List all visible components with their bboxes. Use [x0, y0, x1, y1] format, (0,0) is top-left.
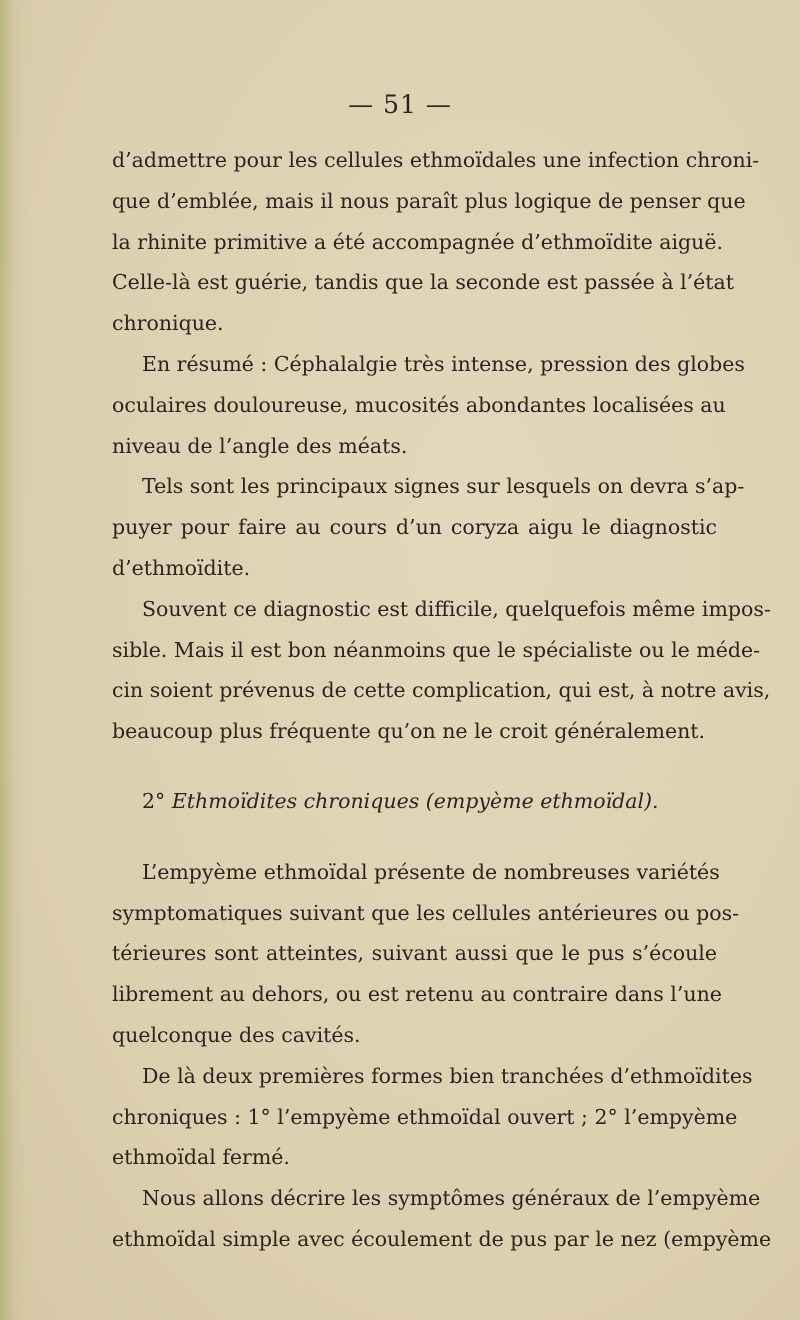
text-line: ethmoïdal simple avec écoulement de pus par le nez (empyème — [112, 1226, 772, 1251]
section-heading — [112, 781, 717, 822]
paragraph — [112, 589, 771, 752]
text-line: quelconque des cavités. — [112, 1022, 361, 1047]
body-text — [112, 140, 772, 1260]
text-line: librement au dehors, ou est retenu au contraire dans l’une — [112, 982, 722, 1007]
paragraph — [112, 344, 745, 466]
text-line: chronique. — [112, 311, 224, 336]
paragraph — [112, 852, 740, 1056]
text-line: ethmoïdal fermé. — [112, 1145, 290, 1170]
text-line: En résumé : Céphalalgie très intense, pression des globes — [142, 351, 745, 376]
section-number: 2° — [142, 788, 166, 813]
text-line: la rhinite primitive a été accompagnée d’ethmoïdite aiguë. — [112, 229, 724, 254]
text-line: Souvent ce diagnostic est difficile, quelquefois même impos- — [142, 596, 771, 621]
paragraph — [112, 140, 760, 344]
text-line: Celle-là est guérie, tandis que la seconde est passée à l’état — [112, 270, 734, 295]
text-line: niveau de l’angle des méats. — [112, 433, 408, 458]
page-number: — 51 — — [348, 90, 452, 119]
text-line: oculaires douloureuse, mucosités abondantes localisées au — [112, 392, 726, 417]
text-line: d’ethmoïdite. — [112, 555, 251, 580]
text-line: Tels sont les principaux signes sur lesquels on devra s’ap- — [142, 474, 745, 499]
text-line: que d’emblée, mais il nous paraît plus logique de penser que — [112, 188, 746, 213]
text-line: chroniques : 1° l’empyème ethmoïdal ouvert ; 2° l’empyème — [112, 1104, 738, 1129]
text-line: symptomatiques suivant que les cellules antérieures ou pos- — [112, 900, 740, 925]
paragraph — [112, 466, 745, 588]
text-line: puyer pour faire au cours d’un coryza aigu le diagnostic — [112, 515, 717, 540]
paragraph — [112, 1056, 753, 1178]
text-line: Nous allons décrire les symptômes généraux de l’empyème — [142, 1186, 761, 1211]
section-title: Ethmoïdites chroniques (empyème ethmoïdal). — [171, 788, 659, 813]
text-line: beaucoup plus fréquente qu’on ne le croit généralement. — [112, 719, 706, 744]
text-line: De là deux premières formes bien tranchées d’ethmoïdites — [142, 1063, 753, 1088]
text-line: cin soient prévenus de cette complication, qui est, à notre avis, — [112, 678, 771, 703]
text-line: d’admettre pour les cellules ethmoïdales une infection chroni- — [112, 148, 760, 172]
text-line: térieures sont atteintes, suivant aussi que le pus s’écoule — [112, 941, 717, 966]
text-line: L’empyème ethmoïdal présente de nombreuses variétés — [142, 859, 720, 884]
text-line: sible. Mais il est bon néanmoins que le spécialiste ou le méde- — [112, 637, 761, 662]
paragraph — [112, 1178, 772, 1260]
